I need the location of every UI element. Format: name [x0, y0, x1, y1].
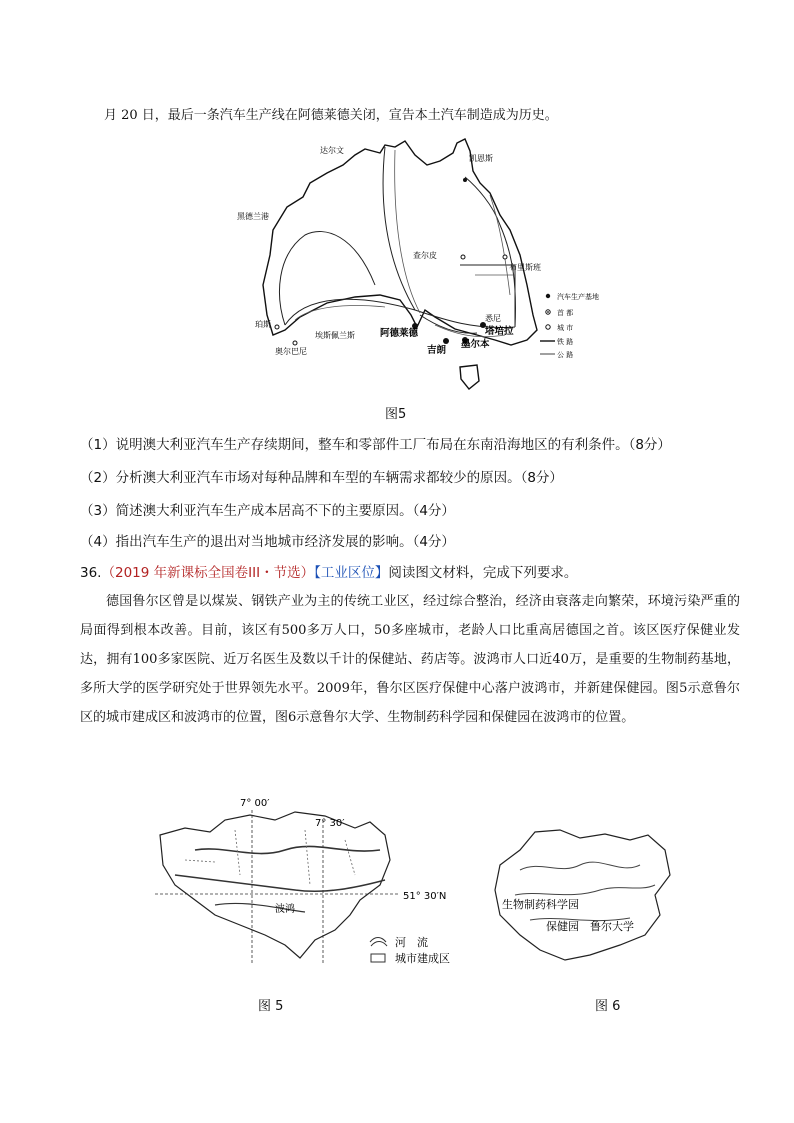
legend-city: 城 市 — [557, 324, 574, 332]
question-36-header — [80, 561, 577, 581]
city-darwin: 达尔文 — [320, 146, 344, 155]
bochum-label: 波鸿 — [275, 904, 295, 915]
legend-road: 公 路 — [557, 351, 574, 359]
legend-river: 河 流 — [395, 936, 428, 949]
question-2: （2）分析澳大利亚汽车市场对每种品牌和车型的车辆需求都较少的原因。（8分） — [80, 470, 563, 486]
city-cairns: 凯恩斯 — [469, 154, 493, 163]
health-park-label: 保健园 — [546, 920, 579, 933]
q36-number: 36. — [80, 565, 102, 581]
legend-capital: 首 都 — [557, 309, 574, 317]
q36-rest: 阅读图文材料，完成下列要求。 — [388, 565, 578, 581]
ruhr-map — [155, 790, 475, 980]
lat-51-30: 51° 30′N — [403, 891, 447, 902]
australia-legend — [540, 292, 599, 359]
q36-tag: 【工业区位】 — [314, 565, 389, 581]
city-perth: 珀斯 — [255, 320, 271, 329]
question-1: （1）说明澳大利亚汽车生产存续期间，整车和零部件工厂布局在东南沿海地区的有利条件。（8分） — [80, 437, 671, 453]
city-hedland: 黑德兰港 — [237, 212, 269, 221]
lon-7-00: 7° 00′ — [240, 798, 270, 809]
legend-base: 汽车生产基地 — [557, 293, 599, 301]
city-geelong: 吉朗 — [427, 345, 447, 356]
university-label: 鲁尔大学 — [590, 920, 634, 933]
city-wollongong: 塔培拉 — [485, 326, 514, 337]
bio-park-label: 生物制药科学园 — [502, 898, 579, 911]
question-4: （4）指出汽车生产的退出对当地城市经济发展的影响。（4分） — [80, 534, 455, 550]
ruhr-urban-outline — [160, 812, 390, 958]
question-3: （3）简述澳大利亚汽车生产成本居高不下的主要原因。（4分） — [80, 503, 455, 519]
city-adelaide: 阿德莱德 — [380, 328, 419, 339]
q36-source: （2019 年新课标全国卷III・节选） — [101, 565, 315, 581]
figure-caption-5: 图5 — [385, 407, 407, 422]
bochum-outline — [495, 830, 670, 960]
passage: 德国鲁尔区曾是以煤炭、钢铁产业为主的传统工业区，经过综合整治，经济由衰落走向繁荣，环境污染严重的局面得到根本改善。目前，该区有500多万人口，50多座城市，老龄人口比重高居德国之首。该区医疗保健业发达，拥有100多家医院、近万名医生及数以千计的保健站、药店等。波鸿市人口近40万，是重要的生物制药基地，多所大学的医学研究处于世界领先水平。2009年，鲁尔区医疗保健中心落户波鸿市，并新建保健园。图5示意鲁尔区的城市建成区和波鸿市的位置，图6示意鲁尔大学、生物制药科学园和保健园在波鸿市的位置。 — [80, 594, 740, 725]
tasmania — [460, 365, 479, 389]
lon-7-30: 7° 30′ — [315, 818, 345, 829]
figure-caption-bochum: 图 6 — [595, 999, 621, 1014]
city-brisbane: 布里斯班 — [509, 263, 541, 272]
city-charleville: 查尔皮 — [413, 251, 437, 260]
city-esperance: 埃斯佩兰斯 — [315, 331, 355, 340]
figure-caption-ruhr: 图 5 — [258, 999, 284, 1014]
intro-line: 月 20 日，最后一条汽车生产线在阿德莱德关闭，宣告本土汽车制造成为历史。 — [104, 108, 558, 123]
bochum-map — [480, 820, 680, 970]
rail-lines — [280, 147, 516, 333]
legend-urban: 城市建成区 — [395, 952, 450, 965]
road-lines — [295, 150, 515, 337]
city-melbourne: 墨尔本 — [461, 339, 490, 350]
legend-rail: 铁 路 — [557, 338, 574, 346]
city-albany: 奥尔巴尼 — [275, 347, 307, 356]
city-sydney: 悉尼 — [485, 314, 501, 323]
australia-map — [215, 135, 625, 400]
